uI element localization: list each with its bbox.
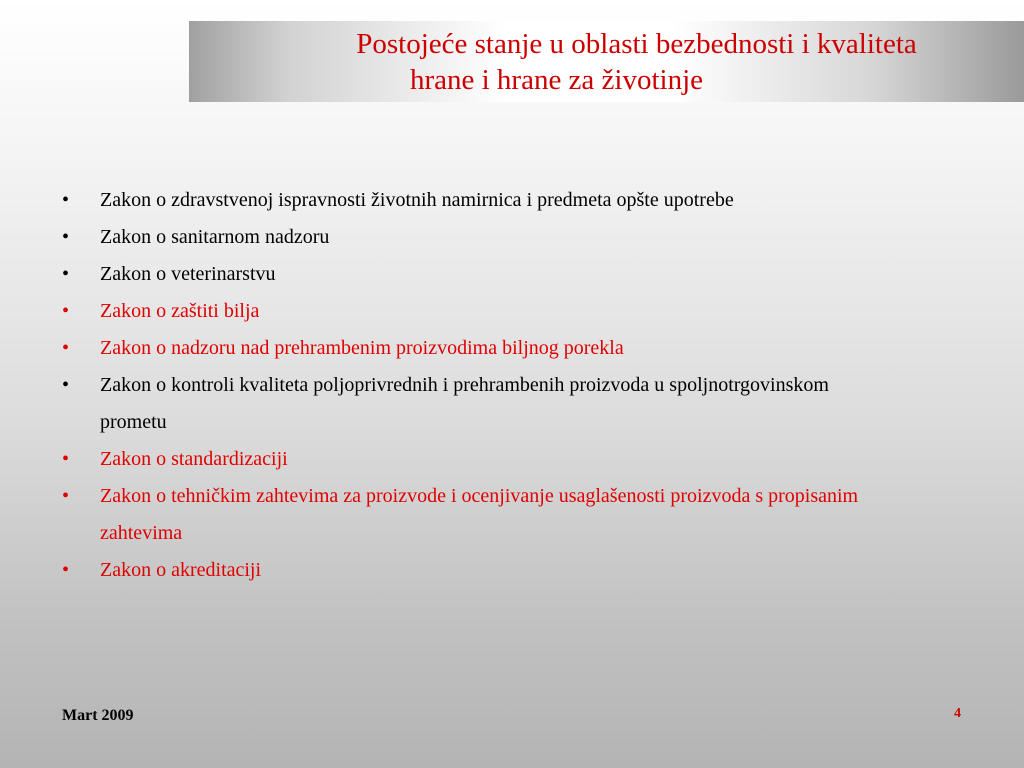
list-item-text: Zakon o kontroli kvaliteta poljoprivrednih i prehrambenih proizvoda u spoljnotrgovinskom prometu xyxy=(100,374,829,433)
bullet-icon: • xyxy=(62,559,70,581)
list-item xyxy=(62,367,882,441)
list-item-text: Zakon o nadzoru nad prehrambenim proizvodima biljnog porekla xyxy=(100,337,624,359)
bullet-icon: • xyxy=(62,263,70,285)
list-item xyxy=(62,330,882,367)
list-item xyxy=(62,256,882,293)
slide-title-line-2: hrane i hrane za životinje xyxy=(409,64,704,96)
list-item-text: Zakon o zdravstvenoj ispravnosti životnih namirnica i predmeta opšte upotrebe xyxy=(100,189,734,211)
list-item xyxy=(62,219,882,256)
list-item-text: Zakon o veterinarstvu xyxy=(100,263,276,285)
page-number: 4 xyxy=(954,706,961,721)
list-item xyxy=(62,552,882,589)
bullet-icon: • xyxy=(62,374,70,396)
bullet-icon: • xyxy=(62,300,70,322)
bullet-icon: • xyxy=(62,485,70,507)
list-item-text: Zakon o zaštiti bilja xyxy=(100,300,260,322)
bullet-icon: • xyxy=(62,226,70,248)
bullet-icon: • xyxy=(62,448,70,470)
list-item xyxy=(62,182,882,219)
list-item xyxy=(62,441,882,478)
list-item xyxy=(62,478,882,552)
list-item xyxy=(62,293,882,330)
slide-title-line-1: Postojeće stanje u oblasti bezbednosti i kvaliteta xyxy=(356,28,917,60)
list-item-text: Zakon o tehničkim zahtevima za proizvode i ocenjivanje usaglašenosti proizvoda s propisanim zahtevima xyxy=(100,485,859,544)
list-item-text: Zakon o akreditaciji xyxy=(100,559,262,581)
list-item-text: Zakon o sanitarnom nadzoru xyxy=(100,226,330,248)
list-item-text: Zakon o standardizaciji xyxy=(100,448,288,470)
bullet-icon: • xyxy=(62,189,70,211)
footer-date: Mart 2009 xyxy=(62,707,134,724)
title-banner xyxy=(189,21,1024,102)
law-list xyxy=(62,182,882,589)
bullet-icon: • xyxy=(62,337,70,359)
